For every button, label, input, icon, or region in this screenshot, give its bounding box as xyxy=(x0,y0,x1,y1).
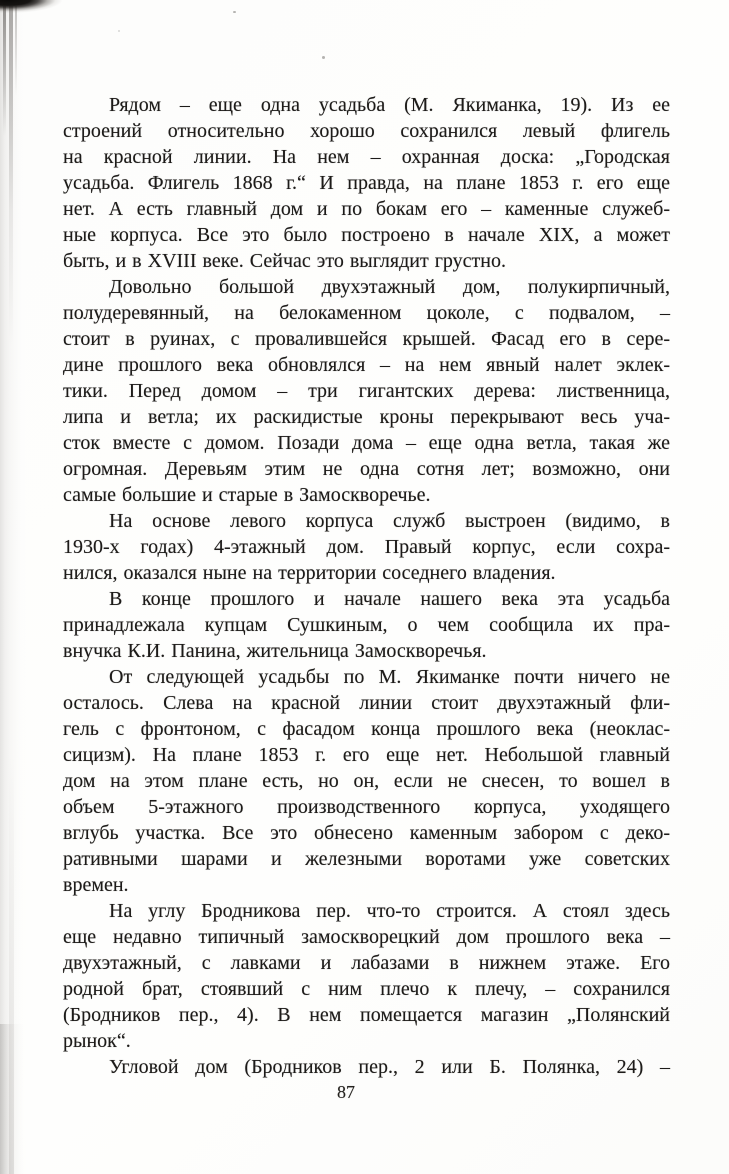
text-line: полудеревянный, на белокаменном цоколе, с подвалом, – xyxy=(63,302,670,324)
text-line: на красной линии. На нем – охранная доска: „Городская xyxy=(63,146,670,168)
paragraph xyxy=(63,1054,670,1080)
text-line: дине прошлого века обновлялся – на нем явный налет эклек- xyxy=(63,354,670,376)
text-line: двухэтажный, с лавками и лабазами в нижнем этаже. Его xyxy=(63,952,670,974)
scan-speck xyxy=(322,56,325,59)
paragraph xyxy=(63,92,670,274)
text-line: ные корпуса. Все это было построено в начале XIX, а может xyxy=(63,224,670,246)
text-line: вглубь участка. Все это обнесено каменным забором с деко- xyxy=(63,822,670,844)
text-line: На основе левого корпуса служб выстроен (видимо, в xyxy=(109,510,670,532)
scan-streak xyxy=(9,6,13,346)
paragraph xyxy=(63,508,670,586)
text-line: рынок“. xyxy=(63,1030,131,1052)
text-line: гель с фронтоном, с фасадом конца прошлого века (неоклас- xyxy=(63,718,670,740)
text-line: липа и ветла; их раскидистые кроны перекрывают весь уча- xyxy=(63,406,670,428)
text-line: еще недавно типичный замоскворецкий дом прошлого века – xyxy=(63,926,670,948)
scan-speck xyxy=(118,30,120,32)
text-line: усадьба. Флигель 1868 г.“ И правда, на плане 1853 г. его еще xyxy=(63,172,670,194)
text-line: осталось. Слева на красной линии стоит двухэтажный фли- xyxy=(63,692,670,714)
text-line: огромная. Деревьям этим не одна сотня лет; возможно, они xyxy=(63,458,670,480)
text-line: самые большие и старые в Замоскворечье. xyxy=(63,484,431,506)
page-number: 87 xyxy=(337,1082,355,1102)
text-line: нет. А есть главный дом и по бокам его – каменные служеб- xyxy=(63,198,670,220)
text-line: 1930-х годах) 4-этажный дом. Правый корпус, если сохра- xyxy=(63,536,670,558)
scan-streak xyxy=(15,6,17,96)
text-line: От следующей усадьбы по М. Якиманке почти ничего не xyxy=(109,666,670,688)
scan-streak xyxy=(9,754,14,1174)
text-line: Рядом – еще одна усадьба (М. Якиманка, 19). Из ее xyxy=(109,94,670,116)
text-line: Угловой дом (Бродников пер., 2 или Б. Полянка, 24) – xyxy=(109,1056,670,1078)
text-line: (Бродников пер., 4). В нем помещается магазин „Полянский xyxy=(63,1004,670,1026)
text-line: стоит в руинах, с провалившейся крышей. Фасад его в сере- xyxy=(63,328,670,350)
paragraph xyxy=(63,898,670,1054)
text-line: объем 5-этажного производственного корпуса, уходящего xyxy=(63,796,670,818)
scan-corner-smudge xyxy=(0,0,64,16)
text-line: ративными шарами и железными воротами уже советских xyxy=(63,848,670,870)
text-line: внучка К.И. Панина, жительница Замоскворечья. xyxy=(63,640,487,662)
scan-streak xyxy=(3,6,6,136)
text-line: сток вместе с домом. Позади дома – еще одна ветла, такая же xyxy=(63,432,670,454)
text-line: быть, и в XVIII веке. Сейчас это выглядит грустно. xyxy=(63,250,506,272)
paragraph xyxy=(63,586,670,664)
text-line: времен. xyxy=(63,874,129,896)
text-line: В конце прошлого и начале нашего века эта усадьба xyxy=(109,588,670,610)
paragraph xyxy=(63,664,670,898)
paragraph xyxy=(63,274,670,508)
text-block xyxy=(63,92,670,1080)
text-line: сицизм). На плане 1853 г. его еще нет. Небольшой главный xyxy=(63,744,670,766)
text-line: Довольно большой двухэтажный дом, полукирпичный, xyxy=(109,276,670,298)
text-line: тики. Перед домом – три гигантских дерева: лиственница, xyxy=(63,380,670,402)
text-line: строений относительно хорошо сохранился левый флигель xyxy=(63,120,670,142)
scan-speck xyxy=(233,11,236,13)
text-line: принадлежала купцам Сушкиным, о чем сообщила их пра- xyxy=(63,614,670,636)
text-line: родной брат, стоявший с ним плечо к плечу, – сохранился xyxy=(63,978,670,1000)
text-line: нился, оказался ныне на территории соседнего владения. xyxy=(63,562,556,584)
text-line: На углу Бродникова пер. что-то строится. А стоял здесь xyxy=(109,900,670,922)
text-line: дом на этом плане есть, но он, если не снесен, то вошел в xyxy=(63,770,670,792)
